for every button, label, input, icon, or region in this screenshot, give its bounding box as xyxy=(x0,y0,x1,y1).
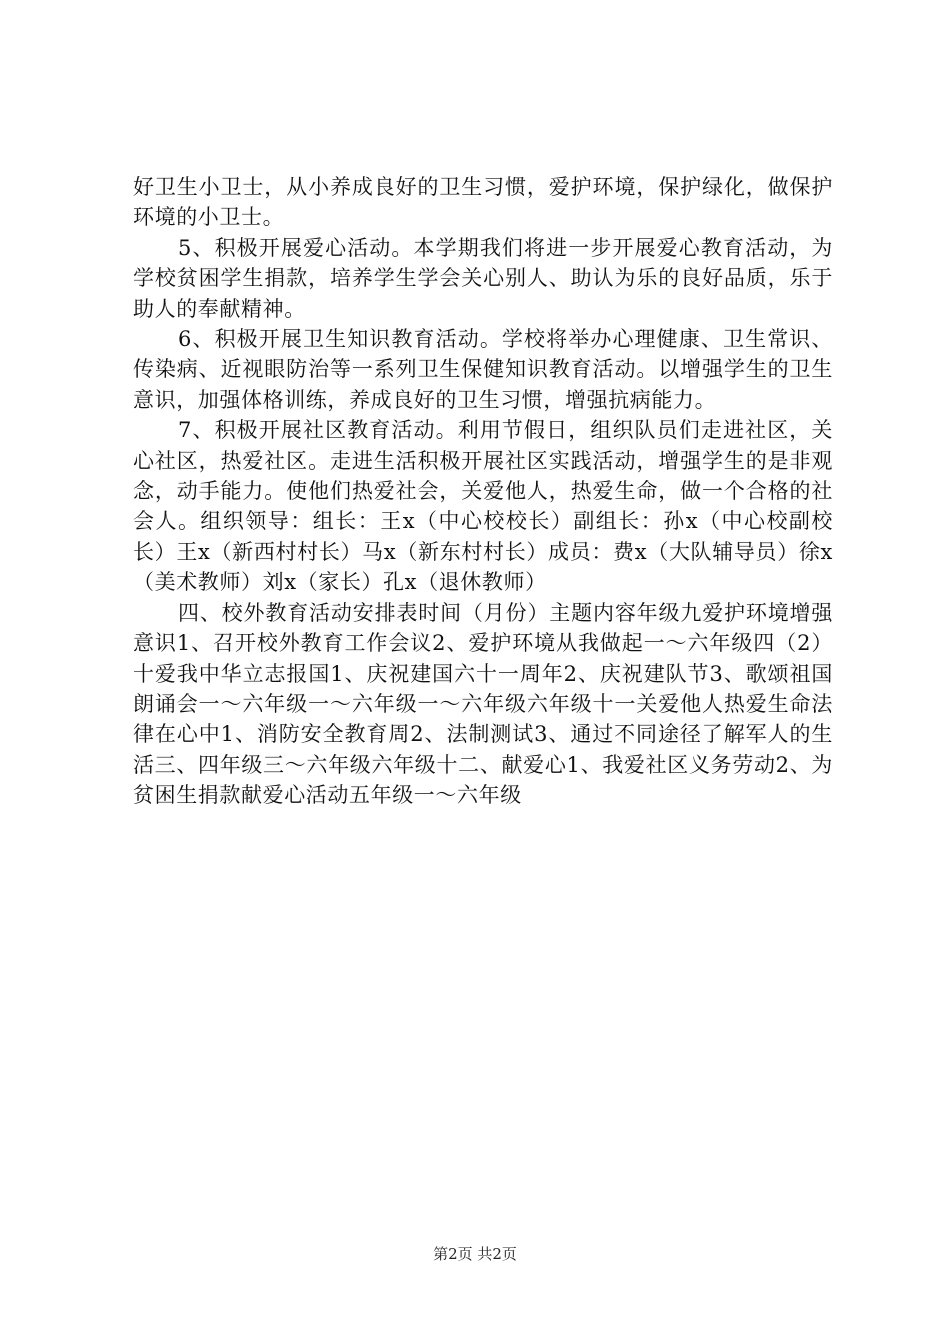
paragraph-item-5: 5、积极开展爱心活动。本学期我们将进一步开展爱心教育活动，为学校贫困学生捐款，培养学生学会关心别人、助认为乐的良好品质，乐于助人的奉献精神。 xyxy=(133,235,833,321)
paragraph-item-7: 7、积极开展社区教育活动。利用节假日，组织队员们走进社区，关心社区，热爱社区。走进生活积极开展社区实践活动，增强学生的是非观念，动手能力。使他们热爱社会，关爱他人，热爱生命，做一个合格的社会人。组织领导：组长：王x（中心校校长）副组长：孙x（中心校副校长）王x（新西村村长）马x（新东村村长）成员：费x（大队辅导员）徐x（美术教师）刘x（家长）孔x（退休教师） xyxy=(133,418,833,595)
paragraph-section-4: 四、校外教育活动安排表时间（月份）主题内容年级九爱护环境增强意识1、召开校外教育工作会议2、爱护环境从我做起一～六年级四（2）十爱我中华立志报国1、庆祝建国六十一周年2、庆祝建队节3、歌颂祖国朗诵会一～六年级一～六年级一～六年级六年级十一关爱他人热爱生命法律在心中1、消防安全教育周2、法制测试3、通过不同途径了解军人的生活三、四年级三～六年级六年级十二、献爱心1、我爱社区义务劳动2、为贫困生捐款献爱心活动五年级一～六年级 xyxy=(133,600,833,808)
document-body xyxy=(133,172,833,811)
paragraph-continuation: 好卫生小卫士，从小养成良好的卫生习惯，爱护环境，保护绿化，做保护环境的小卫士。 xyxy=(133,175,833,230)
paragraph-item-6: 6、积极开展卫生知识教育活动。学校将举办心理健康、卫生常识、传染病、近视眼防治等一系列卫生保健知识教育活动。以增强学生的卫生意识，加强体格训练，养成良好的卫生习惯，增强抗病能力。 xyxy=(133,327,833,412)
page-number-footer: 第2页 共2页 xyxy=(433,1245,517,1263)
